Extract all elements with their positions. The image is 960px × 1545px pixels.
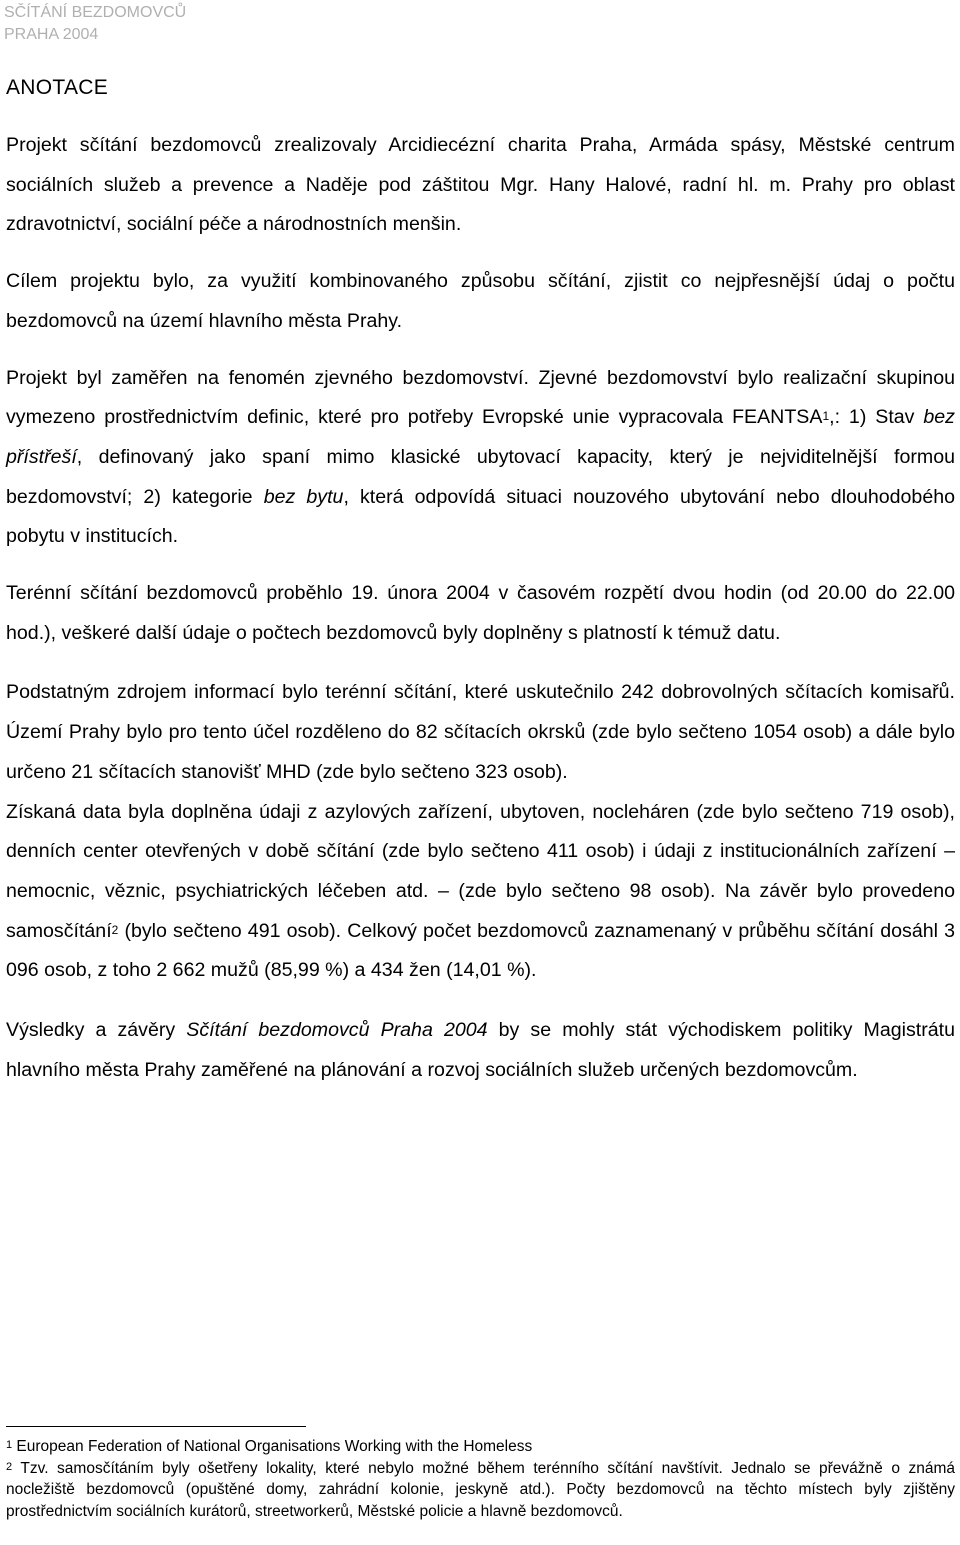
- text-run: , definovaný jako spaní mimo klasické ubytovací kapacity, který je nejviditelnější formou bezdomovství; 2) kategorie: [6, 445, 955, 508]
- footnote-1: [6, 1436, 955, 1458]
- paragraph-project-intro: Projekt sčítání bezdomovců zrealizovaly Arcidiecézní charita Praha, Armáda spásy, Městské centrum sociálních služeb a prevence a Naděje pod záštitou Mgr. Hany Halové, radní hl. m. Prahy pro oblast zdravotnictví, sociální péče a národnostních menšin.: [6, 134, 955, 236]
- paragraph-field-count: Terénní sčítání bezdomovců proběhlo 19. února 2004 v časovém rozpětí dvou hodin (od 20.00 do 22.00 hod.), veškeré další údaje o počtech bezdomovců byly doplněny s platností k témuž datu.: [6, 582, 955, 644]
- paragraph-conclusions: [6, 1011, 955, 1090]
- emphasis-text: Sčítání bezdomovců Praha 2004: [186, 1019, 488, 1042]
- text-run: by se mohly stát východiskem politiky Magistrátu hlavního města Prahy zaměřené na plánování a rozvoj sociálních služeb určených bezdomovcům.: [6, 1019, 956, 1081]
- header-title: SČÍTÁNÍ BEZDOMOVCŮ: [4, 4, 187, 21]
- text-run: ,: 1) Stav: [829, 406, 924, 429]
- paragraph-totals: [6, 793, 955, 992]
- footnote-divider: [6, 1426, 306, 1427]
- footnote-ref-2: 2: [111, 922, 119, 937]
- footnote-number: 2: [6, 1460, 13, 1473]
- running-header: [4, 2, 186, 46]
- text-run: Získaná data byla doplněna údaji z azylových zařízení, ubytoven, nocleháren (zde bylo sečteno 719 osob), denních center otevřených v době sčítání (zde bylo sečteno 411 osob) i údaji z institucionálních zařízení – nemocnic, věznic, psychiatrických léčeben atd. – (zde bylo sečteno 98 osob). Na závěr bylo provedeno samosčítání: [6, 800, 955, 942]
- header-subtitle: PRAHA 2004: [4, 26, 99, 43]
- section-heading: ANOTACE: [6, 76, 109, 99]
- text-run: (bylo sečteno 491 osob). Celkový počet bezdomovců zaznamenaný v průběhu sčítání dosáhl 3 096 osob, z toho 2 662 mužů (85,99 %) a 434 žen (14,01 %).: [6, 919, 955, 982]
- paragraph-data-sources: Podstatným zdrojem informací bylo terénní sčítání, které uskutečnilo 242 dobrovolných sčítacích komisařů. Území Prahy bylo pro tento účel rozděleno do 82 sčítacích okrsků (zde bylo sečteno 1054 osob) a dále bylo určeno 21 sčítacích stanovišť MHD (zde bylo sečteno 323 osob).: [6, 681, 955, 783]
- text-run: Výsledky a závěry: [6, 1019, 187, 1042]
- document-body: [6, 126, 955, 1090]
- footnote-text: European Federation of National Organisations Working with the Homeless: [12, 1438, 533, 1455]
- footnote-2: [6, 1458, 955, 1523]
- footnote-ref-1: 1: [822, 409, 830, 424]
- text-run: , která odpovídá situaci nouzového ubytování nebo dlouhodobého pobytu v institucích.: [6, 485, 956, 548]
- footnote-text: Tzv. samosčítáním byly ošetřeny lokality, které nebylo možné během terénního sčítání navštívit. Jednalo se převážně o známá nocležiště bezdomovců (opuštěné domy, zahrádní kolonie, jeskyně atd.). Počty bezdomovců na těchto místech byly zjištěny prostřednictvím sociálních kurátorů, streetworkerů, Městské policie a hlavně bezdomovců.: [6, 1459, 955, 1520]
- emphasis-text: bez bytu: [263, 485, 344, 508]
- text-run: Projekt byl zaměřen na fenomén zjevného bezdomovství. Zjevné bezdomovství bylo realizační skupinou vymezeno prostřednictvím definic, které pro potřeby Evropské unie vypracovala FEANTSA: [6, 366, 955, 429]
- paragraph-homelessness-definition: [6, 359, 955, 558]
- footnotes: [6, 1436, 955, 1522]
- footnote-number: 1: [6, 1439, 13, 1451]
- paragraph-project-goal: Cílem projektu bylo, za využití kombinovaného způsobu sčítání, zjistit co nejpřesnější údaj o počtu bezdomovců na území hlavního města Prahy.: [6, 270, 955, 332]
- emphasis-text: bez přístřeší: [6, 406, 955, 468]
